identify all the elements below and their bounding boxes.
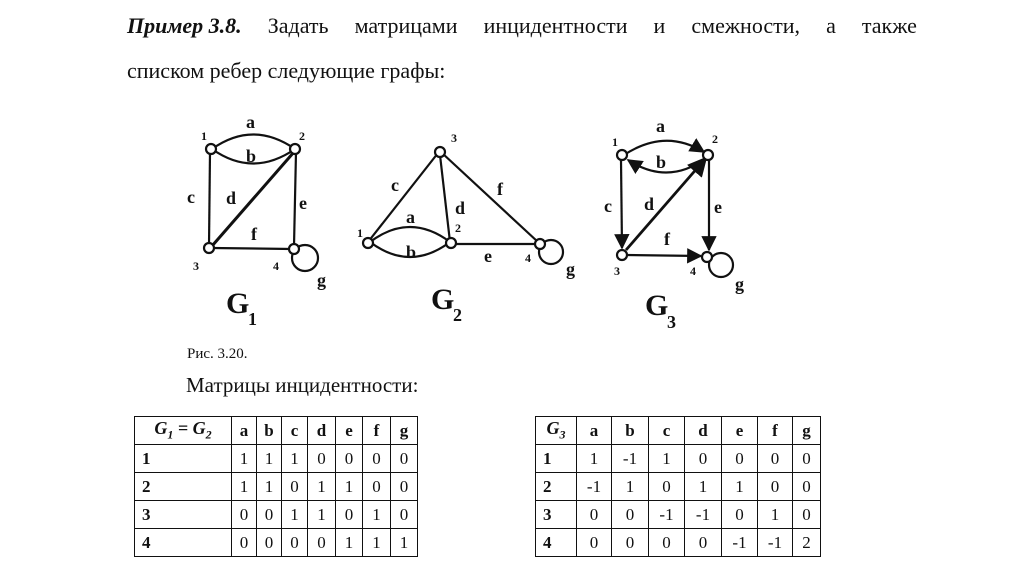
table-cell: 1 [685,473,722,501]
row-header: 3 [135,501,232,529]
edge-label: d [644,194,655,214]
vertex-label: 4 [690,264,696,278]
vertex-label: 3 [193,259,199,273]
edge-c [621,160,622,248]
vertex-label: 3 [614,264,620,278]
table-cell: 1 [282,445,308,473]
column-header: d [685,417,722,445]
vertex [289,244,299,254]
table-cell: 1 [232,445,257,473]
edge-label: b [406,242,417,262]
graph-subscript: 1 [248,309,257,329]
table-cell: 0 [282,473,308,501]
row-header: 2 [536,473,577,501]
incidence-heading: Матрицы инцидентности: [186,373,419,397]
table-cell: 0 [758,445,793,473]
graph-subscript: 3 [667,312,676,332]
vertex-label: 2 [712,132,718,146]
table-cell: 0 [793,445,821,473]
table-cell: 1 [257,445,282,473]
table-cell: 0 [612,501,649,529]
table-cell: 1 [282,501,308,529]
edge-label: g [566,259,575,279]
vertex-label: 3 [451,131,457,145]
table-header-row [536,417,821,445]
edge-label: a [246,112,255,132]
edge-label: c [187,187,195,207]
heading-word: и [653,13,666,38]
column-header: f [363,417,391,445]
vertex-label: 2 [299,129,305,143]
vertex [703,150,713,160]
edge-label: f [497,179,503,199]
incidence-table-g3 [535,416,821,557]
edge-label: a [406,207,415,227]
table-cell: 0 [649,473,685,501]
column-header: d [308,417,336,445]
table-cell: 1 [363,529,391,557]
table-cell: 2 [793,529,821,557]
table-row [536,473,821,501]
vertex [363,238,373,248]
matrix-equals: = [173,418,193,439]
table-cell: 1 [722,473,758,501]
edge-c [368,153,438,242]
vertex-label: 4 [525,251,531,265]
edge-d [440,155,450,242]
table-cell: 0 [232,529,257,557]
table-cell: 1 [257,473,282,501]
table-cell: 0 [336,445,363,473]
edge-c [209,152,210,246]
vertex-label: 1 [612,135,618,149]
table-cell: 1 [308,501,336,529]
vertex-label: 2 [455,221,461,235]
table-cell: -1 [685,501,722,529]
table-cell: 0 [308,445,336,473]
column-header: b [612,417,649,445]
table-cell: -1 [649,501,685,529]
matrix-subscript: 1 [167,427,174,442]
graph-name: G [645,289,669,322]
vertex [204,243,214,253]
table-cell: 0 [685,529,722,557]
table-cell: 0 [649,529,685,557]
table-cell: -1 [758,529,793,557]
table-cell: 0 [391,473,418,501]
matrix-subscript: 3 [559,427,566,442]
vertex [446,238,456,248]
table-cell: 0 [232,501,257,529]
row-header: 1 [135,445,232,473]
table-row [536,529,821,557]
table-cell: 1 [758,501,793,529]
table-cell: 0 [363,445,391,473]
table-cell: 1 [649,445,685,473]
edge-label: b [246,146,257,166]
heading-word: Задать [267,13,329,38]
edge-label: d [226,188,237,208]
column-header: e [722,417,758,445]
example-heading-line2: списком ребер следующие графы: [127,58,446,83]
table-cell: 1 [336,529,363,557]
table-cell: 0 [391,445,418,473]
edge-label: f [664,229,670,249]
edge-label: d [455,198,466,218]
table-corner-header [536,417,577,445]
table-header-row [135,417,418,445]
table-row [536,501,821,529]
table-cell: 1 [308,473,336,501]
edge-label: e [714,197,722,217]
column-header: g [793,417,821,445]
matrix-name: G [192,418,206,439]
edge-label: c [604,196,612,216]
column-header: c [649,417,685,445]
table-cell: 1 [612,473,649,501]
edge-e [294,152,296,246]
edge-label: e [299,193,307,213]
vertex [535,239,545,249]
heading-word: смежности, [691,13,801,38]
table-cell: 0 [722,445,758,473]
table-corner-header [135,417,232,445]
edge-label: f [251,224,257,244]
table-cell: 1 [232,473,257,501]
table-cell: 1 [391,529,418,557]
column-header: a [577,417,612,445]
table-cell: 0 [308,529,336,557]
row-header: 2 [135,473,232,501]
table-cell: -1 [722,529,758,557]
table-cell: -1 [612,445,649,473]
edge-f [626,255,701,256]
column-header: b [257,417,282,445]
table-cell: 0 [685,445,722,473]
example-label: Пример 3.8. [127,13,242,38]
row-header: 4 [135,529,232,557]
table-cell: 0 [612,529,649,557]
table-cell: 0 [336,501,363,529]
table-cell: 0 [758,473,793,501]
table-cell: 0 [577,501,612,529]
edge-label: a [656,116,665,136]
table-row [135,445,418,473]
matrix-subscript: 2 [205,427,212,442]
table-row [135,501,418,529]
table-cell: 1 [363,501,391,529]
vertex [702,252,712,262]
table-row [536,445,821,473]
vertex [617,250,627,260]
edge-label: c [391,175,399,195]
table-cell: 0 [577,529,612,557]
table-cell: -1 [577,473,612,501]
table-row [135,529,418,557]
matrix-name: G [546,418,560,439]
heading-word: а [826,13,836,38]
table-cell: 0 [793,473,821,501]
edge-f [212,248,292,249]
column-header: g [391,417,418,445]
table-cell: 0 [257,501,282,529]
edge-label: g [735,274,744,294]
vertex [290,144,300,154]
row-header: 1 [536,445,577,473]
figure-caption: Рис. 3.20. [187,346,248,362]
table-cell: 0 [363,473,391,501]
column-header: e [336,417,363,445]
table-cell: 0 [722,501,758,529]
row-header: 4 [536,529,577,557]
edge-label: b [656,152,667,172]
incidence-table-g1-g2 [134,416,418,557]
column-header: c [282,417,308,445]
matrix-name: G [154,418,168,439]
edge-a [370,227,450,242]
heading-word: матрицами [354,13,458,38]
table-cell: 1 [577,445,612,473]
table-cell: 0 [391,501,418,529]
table-cell: 0 [793,501,821,529]
vertex-label: 4 [273,259,279,273]
edge-label: e [484,246,492,266]
vertex-label: 1 [201,129,207,143]
vertex-label: 1 [357,226,363,240]
heading-word: также [861,13,917,38]
table-cell: 1 [336,473,363,501]
graph-name: G [431,283,455,316]
vertex [617,150,627,160]
graph-subscript: 2 [453,305,462,325]
graph-name: G [226,287,250,320]
table-cell: 0 [257,529,282,557]
edge-label: g [317,270,326,290]
heading-word: инцидентности [483,13,628,38]
table-row [135,473,418,501]
row-header: 3 [536,501,577,529]
vertex [206,144,216,154]
column-header: f [758,417,793,445]
column-header: a [232,417,257,445]
table-cell: 0 [282,529,308,557]
vertex [435,147,445,157]
